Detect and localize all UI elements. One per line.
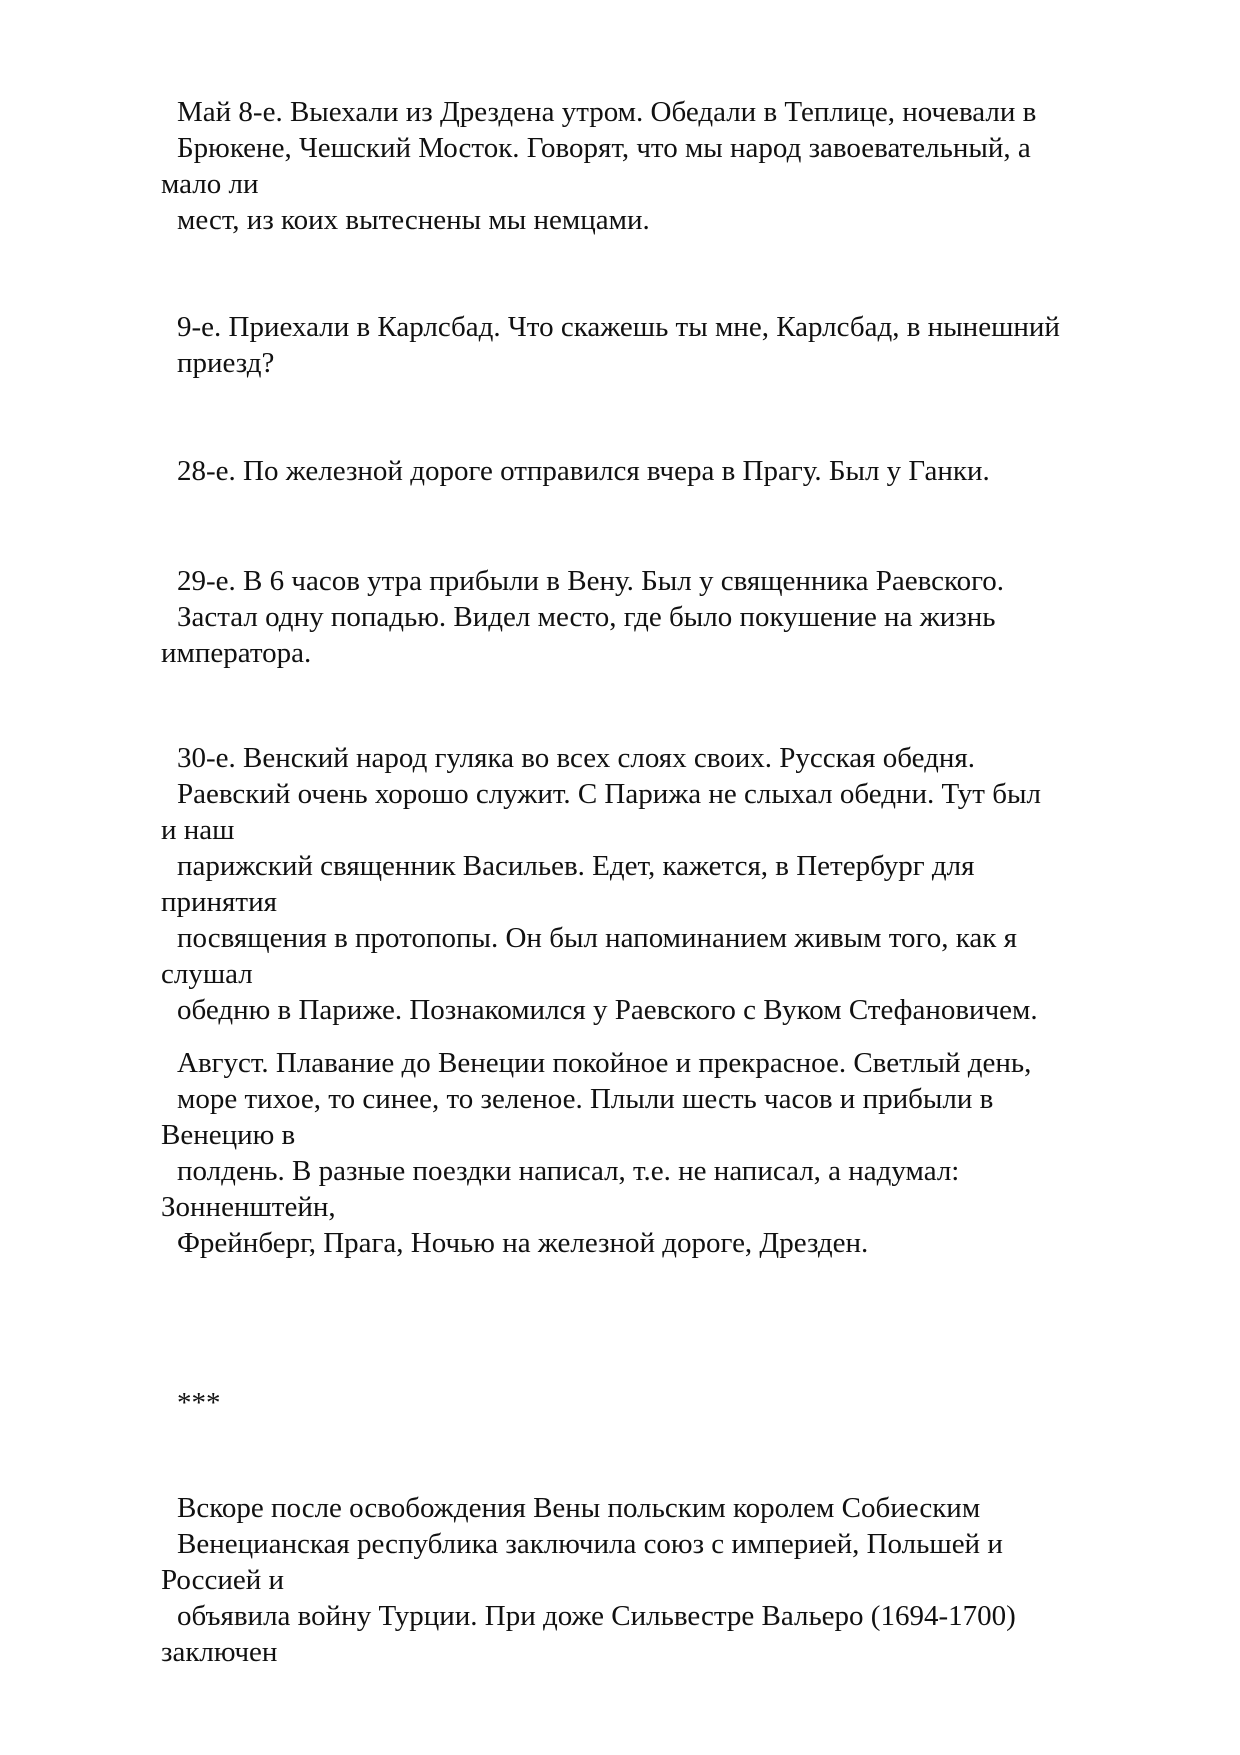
text-line: Застал одну попадью. Видел место, где было покушение на жизнь [177, 601, 996, 633]
text-line: заключен [161, 1636, 278, 1668]
text-line: Фрейнберг, Прага, Ночью на железной дороге, Дрезден. [177, 1227, 869, 1259]
diary-entry-29 [161, 563, 1167, 671]
text-line: Раевский очень хорошо служит. С Парижа не слыхал обедни. Тут был [177, 778, 1041, 810]
text-line: Вскоре после освобождения Вены польским королем Собиеским [177, 1492, 981, 1524]
history-paragraph [161, 1490, 1167, 1670]
diary-entry-9 [177, 309, 1167, 381]
text-line: мест, из коих вытеснены мы немцами. [177, 204, 650, 236]
text-line: парижский священник Васильев. Едет, кажется, в Петербург для [177, 850, 975, 882]
diary-entry-28 [177, 453, 1167, 489]
diary-entry-may-8 [161, 94, 1167, 238]
text-line: 9-е. Приехали в Карлсбад. Что скажешь ты мне, Карлсбад, в нынешний [177, 311, 1060, 343]
text-line: 30-е. Венский народ гуляка во всех слоях своих. Русская обедня. [177, 742, 975, 774]
text-line: приезд? [177, 347, 275, 379]
diary-entry-august [161, 1045, 1167, 1261]
text-line: обедню в Париже. Познакомился у Раевского с Вуком Стефановичем. [177, 994, 1038, 1026]
text-line: Зонненштейн, [161, 1191, 336, 1223]
text-line: Россией и [161, 1564, 285, 1596]
text-line: посвящения в протопопы. Он был напоминанием живым того, как я [177, 922, 1017, 954]
text-line: Венецианская республика заключила союз с империей, Польшей и [177, 1528, 1003, 1560]
text-line: принятия [161, 886, 277, 918]
diary-entry-30 [161, 740, 1167, 1028]
text-line: Брюкене, Чешский Мосток. Говорят, что мы народ завоевательный, а [177, 132, 1031, 164]
text-line: Август. Плавание до Венеции покойное и прекрасное. Светлый день, [177, 1047, 1032, 1079]
text-line: 28-е. По железной дороге отправился вчера в Прагу. Был у Ганки. [177, 455, 990, 487]
text-line: полдень. В разные поездки написал, т.е. не написал, а надумал: [177, 1155, 960, 1187]
text-line: Венецию в [161, 1119, 296, 1151]
section-separator [177, 1385, 1167, 1421]
text-line: императора. [161, 637, 312, 669]
text-line: 29-е. В 6 часов утра прибыли в Вену. Был у священника Раевского. [177, 565, 1005, 597]
text-line: объявила войну Турции. При доже Сильвестре Вальеро (1694-1700) [177, 1600, 1016, 1632]
text-line: море тихое, то синее, то зеленое. Плыли шесть часов и прибыли в [177, 1083, 994, 1115]
text-line: слушал [161, 958, 253, 990]
text-line: Май 8-е. Выехали из Дрездена утром. Обедали в Теплице, ночевали в [177, 96, 1037, 128]
text-line: и наш [161, 814, 235, 846]
text-line: мало ли [161, 168, 259, 200]
text-line: *** [177, 1387, 221, 1419]
